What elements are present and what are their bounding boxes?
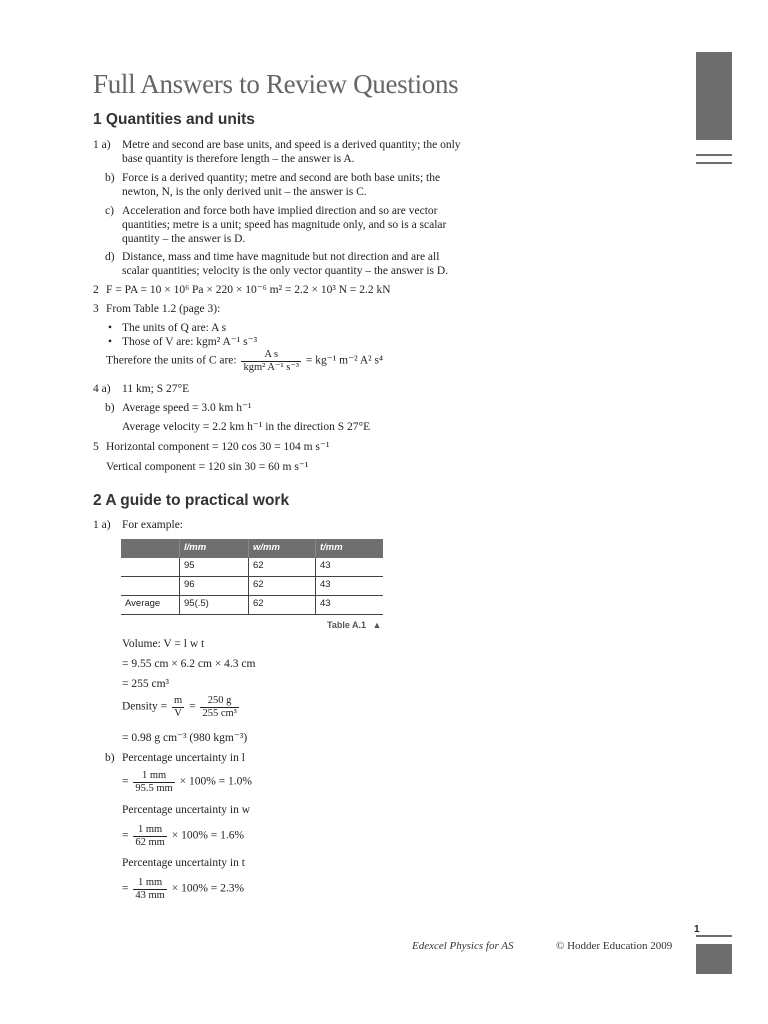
q3-units-equation (106, 349, 383, 373)
q3-fraction (241, 349, 301, 373)
q3-result: = kg⁻¹ m⁻² A² s⁴ (305, 354, 383, 367)
q3-text: From Table 1.2 (page 3): (106, 303, 221, 315)
density-result: = 0.98 g cm⁻³ (980 kgm⁻³) (122, 732, 248, 744)
table-cell (121, 576, 180, 595)
q1b-line-2: newton, N, is the only derived unit – the answer is C. (122, 186, 367, 198)
section-1-heading: 1 Quantities and units (93, 111, 255, 128)
tab-rule-1 (696, 154, 732, 156)
table-cell: 43 (316, 558, 384, 577)
table-cell: 43 (316, 576, 384, 595)
page-number: 1 (694, 924, 700, 935)
unc-t-fraction (133, 877, 166, 901)
uncertainty-t-label: Percentage uncertainty in t (122, 857, 245, 869)
uncertainty-w-equation (122, 824, 244, 848)
q1c-line-2: quantities; metre is a unit; speed has magnitude only, and so is a scalar (122, 219, 447, 231)
s2-q1b-text: Percentage uncertainty in l (122, 752, 245, 764)
s2-q1b-number: b) (105, 752, 115, 764)
density-f1-numerator: m (174, 695, 183, 706)
q1b-number: b) (105, 172, 115, 184)
q4b-line-1: Average speed = 3.0 km h⁻¹ (122, 402, 252, 414)
q5-line-2: Vertical component = 120 sin 30 = 60 m s⁻¹ (106, 461, 309, 473)
s2-q1a-text: For example: (122, 519, 183, 531)
unc-t-result: × 100% = 2.3% (171, 882, 245, 895)
table-row (121, 595, 383, 614)
q1d-number: d) (105, 251, 115, 263)
table-cell: 62 (249, 558, 316, 577)
bullet-icon: • (108, 322, 113, 334)
volume-line-1: Volume: V = l w t (122, 638, 205, 650)
tab-rule-2 (696, 162, 732, 164)
q3-frac-numerator: A s (241, 349, 301, 362)
table-cell: 96 (180, 576, 249, 595)
q1d-line-2: scalar quantities; velocity is the only vector quantity – the answer is D. (122, 265, 449, 277)
q1c-line-3: quantity – the answer is D. (122, 233, 246, 245)
q1a-number: 1 a) (93, 139, 111, 151)
q4a-text: 11 km; S 27°E (122, 383, 190, 395)
section-2-heading: 2 A guide to practical work (93, 492, 290, 509)
unc-w-result: × 100% = 1.6% (171, 829, 245, 842)
footer-book-title: Edexcel Physics for AS (412, 940, 514, 952)
density-f2-numerator: 250 g (200, 695, 238, 708)
table-row (121, 558, 383, 577)
unc-l-numerator: 1 mm (133, 770, 174, 783)
volume-line-3: = 255 cm³ (122, 678, 169, 690)
q3-number: 3 (93, 303, 99, 315)
table-cell: 62 (249, 576, 316, 595)
table-caption (327, 619, 381, 631)
density-equals: = (189, 700, 196, 713)
measurements-table (121, 539, 383, 615)
table-header-cell: t/mm (316, 539, 384, 558)
q4a-number: 4 a) (93, 383, 111, 395)
unc-l-equals: = (122, 775, 129, 788)
unc-l-result: × 100% = 1.0% (179, 775, 252, 788)
s2-q1a-number: 1 a) (93, 519, 111, 531)
q3-bullet-1: The units of Q are: A s (122, 322, 227, 334)
q3-frac-denominator: kgm² A⁻¹ s⁻³ (243, 361, 300, 373)
q5-number: 5 (93, 441, 99, 453)
table-caption-text: Table A.1 (327, 620, 367, 630)
unc-t-equals: = (122, 882, 129, 895)
unc-l-fraction (133, 770, 174, 794)
volume-line-2: = 9.55 cm × 6.2 cm × 4.3 cm (122, 658, 256, 670)
bullet-icon: • (108, 336, 113, 348)
density-f2-denominator: 255 cm³ (202, 707, 237, 719)
unc-w-fraction (133, 824, 166, 848)
unc-t-denominator: 43 mm (135, 889, 165, 901)
table-cell: 62 (249, 595, 316, 614)
table-cell (121, 558, 180, 577)
density-equation (122, 695, 241, 719)
footer-copyright: © Hodder Education 2009 (556, 940, 673, 952)
unc-w-denominator: 62 mm (135, 836, 165, 848)
uncertainty-w-label: Percentage uncertainty in w (122, 804, 251, 816)
q5-line-1: Horizontal component = 120 cos 30 = 104 m s⁻¹ (106, 441, 330, 453)
table-cell: Average (121, 595, 180, 614)
chapter-tab-top (696, 52, 732, 140)
q1b-line-1: Force is a derived quantity; metre and second are both base units; the (122, 172, 441, 184)
triangle-up-icon: ▲ (372, 620, 382, 630)
q3-therefore: Therefore the units of C are: (106, 354, 237, 367)
uncertainty-t-equation (122, 877, 244, 901)
q1a-line-1: Metre and second are base units, and speed is a derived quantity; the only (122, 139, 461, 151)
density-f1-denominator: V (174, 707, 182, 719)
table-header-row (121, 539, 383, 558)
q1a-line-2: base quantity is therefore length – the answer is A. (122, 153, 355, 165)
q3-bullet-2: Those of V are: kgm² A⁻¹ s⁻³ (122, 336, 258, 348)
table-header-cell (121, 539, 180, 558)
table-header-cell: w/mm (249, 539, 316, 558)
density-label: Density = (122, 700, 168, 713)
unc-w-equals: = (122, 829, 129, 842)
q1c-number: c) (105, 205, 114, 217)
table-header-cell: l/mm (180, 539, 249, 558)
table-row (121, 576, 383, 595)
chapter-tab-bottom (696, 944, 732, 974)
q2-number: 2 (93, 284, 99, 296)
unc-l-denominator: 95.5 mm (135, 782, 173, 794)
uncertainty-l-equation (122, 770, 252, 794)
table-cell: 43 (316, 595, 384, 614)
q4b-number: b) (105, 402, 115, 414)
page-title: Full Answers to Review Questions (93, 69, 459, 99)
unc-t-numerator: 1 mm (133, 877, 166, 890)
q1d-line-1: Distance, mass and time have magnitude but not direction and are all (122, 251, 440, 263)
q1c-line-1: Acceleration and force both have implied direction and so are vector (122, 205, 438, 217)
q2-text: F = PA = 10 × 10⁶ Pa × 220 × 10⁻⁶ m² = 2.2 × 10³ N = 2.2 kN (106, 284, 391, 296)
density-fraction-1 (172, 695, 184, 719)
table-cell: 95(.5) (180, 595, 249, 614)
density-fraction-2 (200, 695, 238, 719)
q4b-line-2: Average velocity = 2.2 km h⁻¹ in the direction S 27°E (122, 421, 371, 433)
table-cell: 95 (180, 558, 249, 577)
unc-w-numerator: 1 mm (133, 824, 166, 837)
tab-rule-bottom (696, 935, 732, 937)
